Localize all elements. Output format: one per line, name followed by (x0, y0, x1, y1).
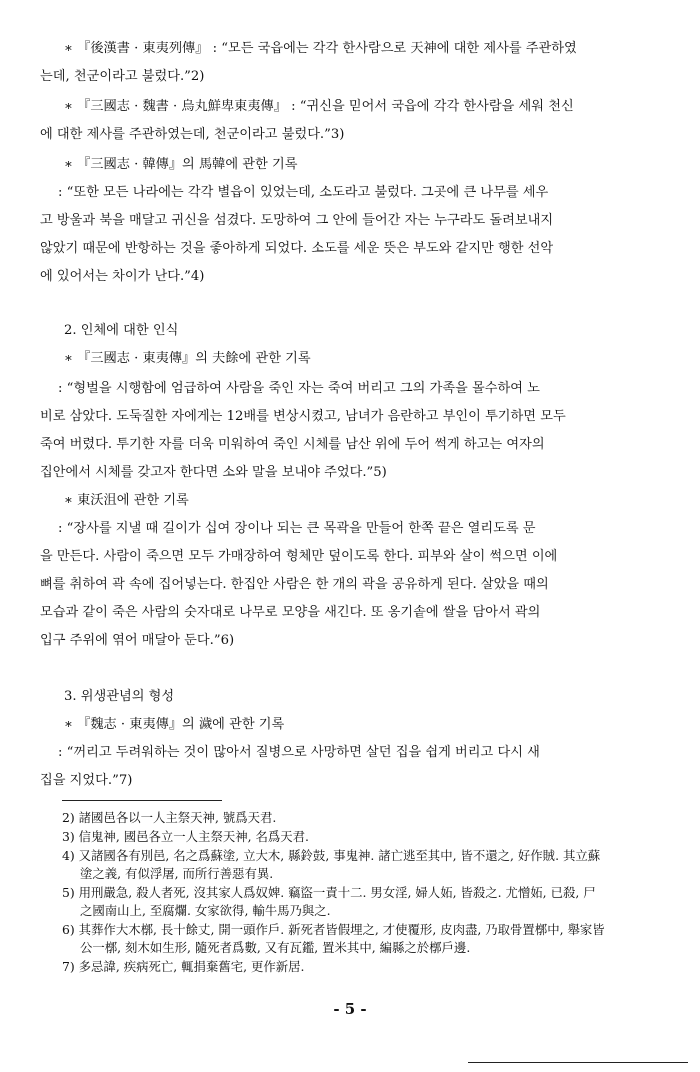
body-line: 집을 지었다.”7) (40, 773, 133, 788)
body-line: : “형벌을 시행함에 엄급하여 사람을 죽인 자는 죽여 버리고 그의 가족을 몰수하여 노 (58, 381, 540, 396)
body-line: : “또한 모든 나라에는 각각 별읍이 있었는데, 소도라고 불렀다. 그곳에 큰 나무를 세우 (58, 185, 549, 200)
footnote: 6) 其葬作大木槨, 長十餘丈, 開一頭作戶. 新死者皆假埋之, 才使覆形, 皮肉盡, 乃取骨置槨中, 舉家皆 (62, 922, 605, 937)
body-line: ∗ 東沃沮에 관한 기록 (64, 493, 189, 508)
body-line: ∗ 『後漢書 · 東夷列傳』 : “모든 국읍에는 각각 한사람으로 天神에 대한 제사를 주관하였 (64, 41, 577, 56)
body-line: : “꺼리고 두려워하는 것이 많아서 질병으로 사망하면 살던 집을 쉽게 버리고 다시 새 (58, 745, 540, 760)
footnote: 塗之義, 有似浮屠, 而所行善惡有異. (80, 866, 274, 881)
body-line: ∗ 『三國志 · 韓傳』의 馬韓에 관한 기록 (64, 157, 298, 172)
body-line: : “장사를 지낼 때 길이가 십여 장이나 되는 큰 목곽을 만들어 한쪽 끝은 열리도록 문 (58, 521, 536, 536)
footnote: 7) 多忌諱, 疾病死亡, 輒捐棄舊宅, 更作新居. (62, 959, 305, 974)
body-line: 않았기 때문에 반항하는 것을 좋아하게 되었다. 소도를 세운 뜻은 부도와 같지만 행한 선악 (40, 241, 554, 256)
body-line: 비로 삼았다. 도둑질한 자에게는 12배를 변상시켰고, 남녀가 음란하고 부인이 투기하면 모두 (40, 409, 566, 424)
body-line: 뼈를 취하여 곽 속에 집어넣는다. 한집안 사람은 한 개의 곽을 공유하게 된다. 살았을 때의 (40, 577, 549, 592)
body-line: ∗ 『三國志 · 東夷傳』의 夫餘에 관한 기록 (64, 351, 311, 366)
section-heading: 3. 위생관념의 형성 (64, 689, 175, 704)
body-line: 입구 주위에 엮어 매달아 둔다.”6) (40, 633, 235, 648)
body-line: 에 있어서는 차이가 난다.”4) (40, 269, 205, 284)
footnote: 5) 用刑嚴急, 殺人者死, 沒其家人爲奴婢. 竊盜一責十二. 男女淫, 婦人妬, 皆殺之. 尤憎妬, 已殺, 尸 (62, 885, 596, 900)
body-line: 는데, 천군이라고 불렀다.”2) (40, 69, 205, 84)
body-line: 집안에서 시체를 갖고자 한다면 소와 말을 보내야 주었다.”5) (40, 465, 387, 480)
body-line: 을 만든다. 사람이 죽으면 모두 가매장하여 형체만 덮이도록 한다. 피부와 살이 썩으면 이에 (40, 549, 558, 564)
body-line: 에 대한 제사를 주관하였는데, 천군이라고 불렀다.”3) (40, 127, 345, 142)
footnote: 2) 諸國邑各以一人主祭天神, 號爲天君. (62, 810, 277, 825)
body-line: 모습과 같이 죽은 사람의 숫자대로 나무로 모양을 새긴다. 또 옹기솥에 쌀을 담아서 곽의 (40, 605, 541, 620)
page-number: - 5 - (333, 1000, 367, 1018)
footnote: 公一槨, 刻木如生形, 隨死者爲數, 又有瓦鑑, 置米其中, 編縣之於槨戶邊. (80, 940, 471, 955)
footnote: 之國南山上, 至腐爛. 女家欲得, 輸牛馬乃與之. (80, 903, 331, 918)
section-heading: 2. 인체에 대한 인식 (64, 323, 179, 338)
footnote: 4) 又諸國各有別邑, 名之爲蘇塗, 立大木, 縣鈴鼓, 事鬼神. 諸亡逃至其中, 皆不還之, 好作賊. 其立蘇 (62, 848, 601, 863)
body-line: ∗ 『魏志 · 東夷傳』의 濊에 관한 기록 (64, 717, 285, 732)
body-line: 고 방울과 북을 매달고 귀신을 섬겼다. 도망하여 그 안에 들어간 자는 누구라도 돌려보내지 (40, 213, 554, 228)
footnote-separator (62, 800, 222, 801)
footnote: 3) 信鬼神, 國邑各立一人主祭天神, 名爲天君. (62, 829, 309, 844)
body-line: 죽여 버렸다. 투기한 자를 더욱 미워하여 죽인 시체를 남산 위에 두어 썩게 하고는 여자의 (40, 437, 545, 452)
bottom-rule (468, 1062, 688, 1063)
body-line: ∗ 『三國志 · 魏書 · 烏丸鮮卑東夷傳』 : “귀신을 믿어서 국읍에 각각 한사람을 세워 천신 (64, 99, 574, 114)
